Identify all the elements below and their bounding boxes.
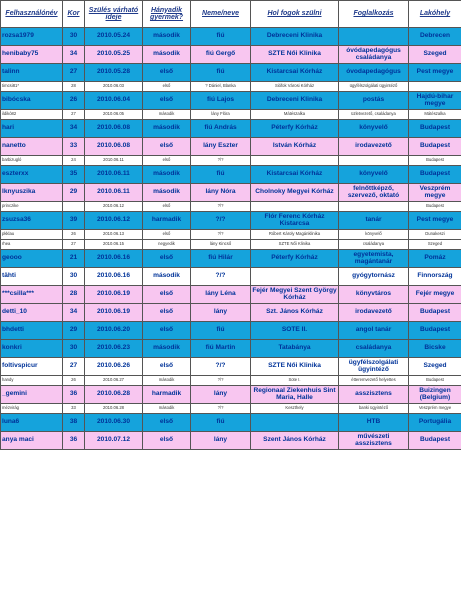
cell-gender-name: fiú (191, 166, 251, 184)
cell-due-date: 2010.05.28 (85, 64, 143, 82)
cell-age: 33 (63, 138, 85, 156)
cell-occupation (339, 156, 409, 166)
cell-age: 27 (63, 110, 85, 120)
header-username: Felhasználónév (1, 1, 63, 28)
table-row (1, 120, 461, 138)
cell-username: rhea (1, 240, 63, 250)
cell-gender-name: fiú Lajos (191, 92, 251, 110)
cell-birth-place: Péterfy Kórház (251, 120, 339, 138)
cell-username: anya maci (1, 432, 63, 450)
cell-child-number: első (143, 202, 191, 212)
cell-age: 24 (63, 156, 85, 166)
cell-age: 36 (63, 432, 85, 450)
header-due-date: Szülés várható ideje (85, 1, 143, 28)
cell-gender-name: ?/? (191, 376, 251, 386)
cell-birth-place: SOTE II. (251, 322, 339, 340)
cell-due-date: 2010.06.28 (85, 404, 143, 414)
cell-residence (409, 82, 461, 92)
cell-occupation: ügyfélszolgálati ügyintéző (339, 358, 409, 376)
cell-occupation: könyvtáros (339, 286, 409, 304)
cell-residence: Budapest (409, 376, 461, 386)
table-row (1, 286, 461, 304)
table-row (1, 202, 461, 212)
cell-due-date: 2010.06.11 (85, 184, 143, 202)
cell-occupation: könyvelő (339, 120, 409, 138)
cell-gender-name: lány (191, 304, 251, 322)
table-row (1, 240, 461, 250)
cell-username: ***csilla*** (1, 286, 63, 304)
cell-age: 28 (63, 286, 85, 304)
cell-age: 34 (63, 46, 85, 64)
cell-occupation: üzletvezető, családanya (339, 110, 409, 120)
table-row (1, 322, 461, 340)
cell-gender-name: fiú Gergő (191, 46, 251, 64)
cell-due-date: 2010.06.11 (85, 156, 143, 166)
cell-birth-place: Szent János Kórház (251, 432, 339, 450)
cell-residence: Szeged (409, 46, 461, 64)
table-row (1, 250, 461, 268)
cell-due-date: 2010.05.24 (85, 28, 143, 46)
cell-birth-place: Szt. János Kórház (251, 304, 339, 322)
cell-gender-name: ? Dániel, Blanka (191, 82, 251, 92)
cell-gender-name: fiú (191, 414, 251, 432)
cell-occupation: étteremvezető helyettes (339, 376, 409, 386)
cell-age: 26 (63, 230, 85, 240)
cell-residence: Portugália (409, 414, 461, 432)
table-row (1, 184, 461, 202)
cell-residence: Dunakeszi (409, 230, 461, 240)
cell-due-date: 2010.07.12 (85, 432, 143, 450)
cell-occupation: HTB (339, 414, 409, 432)
cell-residence: Budapest (409, 432, 461, 450)
cell-child-number: második (143, 46, 191, 64)
cell-occupation: postás (339, 92, 409, 110)
table-row (1, 414, 461, 432)
cell-residence: Szeged (409, 358, 461, 376)
cell-residence: Pest megye (409, 64, 461, 82)
table-row (1, 166, 461, 184)
cell-occupation: tanár (339, 212, 409, 230)
header-birth-place: Hol fogok szülni (251, 1, 339, 28)
cell-due-date: 2010.06.19 (85, 304, 143, 322)
cell-username: zsuzsa36 (1, 212, 63, 230)
cell-age: 35 (63, 166, 85, 184)
cell-birth-place: István Kórház (251, 138, 339, 156)
cell-username: talinn (1, 64, 63, 82)
cell-birth-place: SZTE Női Klinika (251, 358, 339, 376)
cell-child-number: első (143, 92, 191, 110)
cell-age: 26 (63, 92, 85, 110)
table-row (1, 404, 461, 414)
cell-gender-name: ?/? (191, 268, 251, 286)
cell-child-number: második (143, 376, 191, 386)
cell-occupation: családanya (339, 240, 409, 250)
cell-occupation: óvódapedagógus családanya (339, 46, 409, 64)
header-age: Kor (63, 1, 85, 28)
cell-child-number: első (143, 230, 191, 240)
cell-child-number: harmadik (143, 212, 191, 230)
cell-birth-place: Kistarcsai Kórház (251, 64, 339, 82)
cell-birth-place (251, 156, 339, 166)
cell-age: 30 (63, 268, 85, 286)
header-row (1, 1, 461, 28)
cell-username: handy (1, 376, 63, 386)
cell-username: barbizugló (1, 156, 63, 166)
cell-username: eszterxx (1, 166, 63, 184)
table-row (1, 358, 461, 376)
cell-occupation: banki ügyintéző (339, 404, 409, 414)
cell-child-number: első (143, 250, 191, 268)
cell-username: rozsa1979 (1, 28, 63, 46)
cell-child-number: negyedik (143, 240, 191, 250)
table-row (1, 230, 461, 240)
cell-child-number: első (143, 432, 191, 450)
cell-gender-name: ?/? (191, 358, 251, 376)
cell-gender-name: fiú (191, 322, 251, 340)
cell-gender-name: lány Eszter (191, 138, 251, 156)
cell-birth-place: Mátészalka (251, 110, 339, 120)
cell-gender-name: lány (191, 432, 251, 450)
cell-username: henibaby75 (1, 46, 63, 64)
cell-residence: Mátészalka (409, 110, 461, 120)
cell-age: 29 (63, 184, 85, 202)
cell-residence: Veszprém megye (409, 184, 461, 202)
cell-occupation: felnőttképző, szervező, oktató (339, 184, 409, 202)
cell-residence: Budapest (409, 166, 461, 184)
cell-occupation: angol tanár (339, 322, 409, 340)
cell-due-date: 2010.06.13 (85, 230, 143, 240)
cell-due-date: 2010.06.28 (85, 386, 143, 404)
cell-gender-name: fiú András (191, 120, 251, 138)
cell-child-number: harmadik (143, 386, 191, 404)
cell-residence: Veszprém megye (409, 404, 461, 414)
cell-birth-place (251, 268, 339, 286)
cell-birth-place (251, 202, 339, 212)
table-row (1, 82, 461, 92)
cell-gender-name: lány Kincső (191, 240, 251, 250)
cell-child-number: második (143, 404, 191, 414)
cell-username: hari (1, 120, 63, 138)
cell-username: lknyuszika (1, 184, 63, 202)
cell-due-date: 2010.06.12 (85, 212, 143, 230)
cell-birth-place: Fejér Megyei Szent György Kórház (251, 286, 339, 304)
cell-residence: Budapest (409, 202, 461, 212)
cell-due-date: 2010.06.12 (85, 202, 143, 212)
cell-due-date: 2010.06.16 (85, 268, 143, 286)
cell-age: 30 (63, 28, 85, 46)
cell-gender-name: lány Léna (191, 286, 251, 304)
table-row (1, 46, 461, 64)
cell-residence: Szeged (409, 240, 461, 250)
cell-birth-place: Siófok Városi Kórház (251, 82, 339, 92)
cell-username: nanetto (1, 138, 63, 156)
cell-birth-place: SZTE Női Klinika (251, 46, 339, 64)
cell-gender-name: ?/? (191, 202, 251, 212)
table-row (1, 156, 461, 166)
cell-occupation: könyvelő (339, 166, 409, 184)
cell-residence: Buizingen (Belgium) (409, 386, 461, 404)
cell-child-number: első (143, 304, 191, 322)
table-row (1, 64, 461, 82)
cell-age: 27 (63, 64, 85, 82)
cell-child-number: első (143, 82, 191, 92)
cell-age: 27 (63, 240, 85, 250)
cell-residence: Budapest (409, 120, 461, 138)
cell-residence: Pest megye (409, 212, 461, 230)
cell-due-date: 2010.06.05 (85, 110, 143, 120)
cell-residence: Fejér megye (409, 286, 461, 304)
cell-residence: Debrecen (409, 28, 461, 46)
cell-username: bhdetti (1, 322, 63, 340)
cell-occupation: irodavezető (339, 304, 409, 322)
cell-occupation: óvodapedagógus (339, 64, 409, 82)
cell-birth-place: Sote I. (251, 376, 339, 386)
cell-gender-name: ?/? (191, 404, 251, 414)
cell-occupation: könyvelő (339, 230, 409, 240)
cell-due-date: 2010.05.25 (85, 46, 143, 64)
header-gender-name: Neme/neve (191, 1, 251, 28)
cell-residence: Bicske (409, 340, 461, 358)
cell-child-number: első (143, 138, 191, 156)
cell-due-date: 2010.06.08 (85, 138, 143, 156)
cell-child-number: második (143, 340, 191, 358)
cell-birth-place (251, 414, 339, 432)
cell-due-date: 2010.06.27 (85, 376, 143, 386)
table-row (1, 432, 461, 450)
cell-username: tähti (1, 268, 63, 286)
cell-age: 28 (63, 82, 85, 92)
cell-username: bibócska (1, 92, 63, 110)
cell-birth-place: Flór Ferenc Kórház Kistarcsa (251, 212, 339, 230)
cell-child-number: első (143, 414, 191, 432)
cell-age: 34 (63, 120, 85, 138)
cell-username: detti_10 (1, 304, 63, 322)
cell-due-date: 2010.06.26 (85, 358, 143, 376)
cell-age: 38 (63, 414, 85, 432)
cell-due-date: 2010.06.04 (85, 92, 143, 110)
cell-due-date: 2010.06.15 (85, 240, 143, 250)
cell-child-number: második (143, 120, 191, 138)
table-row (1, 212, 461, 230)
cell-age: 39 (63, 212, 85, 230)
cell-age: 29 (63, 322, 85, 340)
cell-username: konkri (1, 340, 63, 358)
cell-age: 30 (63, 340, 85, 358)
cell-gender-name: fiú (191, 64, 251, 82)
cell-age: 34 (63, 304, 85, 322)
cell-due-date: 2010.06.30 (85, 414, 143, 432)
cell-gender-name: ?/? (191, 156, 251, 166)
cell-child-number: első (143, 286, 191, 304)
cell-occupation: gyógytornász (339, 268, 409, 286)
cell-due-date: 2010.06.19 (85, 286, 143, 304)
cell-birth-place: Péterfy Kórház (251, 250, 339, 268)
cell-gender-name: fiú Hilár (191, 250, 251, 268)
cell-occupation: ügyfélszolgálati ügyintéző (339, 82, 409, 92)
cell-child-number: első (143, 64, 191, 82)
cell-child-number: második (143, 184, 191, 202)
cell-age: 33 (63, 404, 85, 414)
table-row (1, 138, 461, 156)
cell-child-number: második (143, 110, 191, 120)
cell-child-number: első (143, 322, 191, 340)
cell-age: 36 (63, 386, 85, 404)
cell-residence: Finnország (409, 268, 461, 286)
cell-gender-name: ?/? (191, 230, 251, 240)
cell-username: ildikó82 (1, 110, 63, 120)
table-row (1, 92, 461, 110)
cell-gender-name: ?/? (191, 212, 251, 230)
cell-child-number: második (143, 268, 191, 286)
cell-residence: Budapest (409, 322, 461, 340)
header-residence: Lakóhely (409, 1, 461, 28)
cell-username: luna6 (1, 414, 63, 432)
table-row (1, 376, 461, 386)
table-row (1, 268, 461, 286)
cell-username: pkklau (1, 230, 63, 240)
cell-username: _gemini (1, 386, 63, 404)
cell-due-date: 2010.06.16 (85, 250, 143, 268)
cell-child-number: második (143, 28, 191, 46)
cell-birth-place: Kistarcsai Kórház (251, 166, 339, 184)
cell-age (63, 202, 85, 212)
cell-username: princzike (1, 202, 63, 212)
cell-occupation: irodavezető (339, 138, 409, 156)
cell-due-date: 2010.06.20 (85, 322, 143, 340)
table-row (1, 28, 461, 46)
cell-residence: Budapest (409, 156, 461, 166)
cell-occupation: művészeti asszisztens (339, 432, 409, 450)
cell-occupation: egyetemista, magántanár (339, 250, 409, 268)
cell-due-date: 2010.06.03 (85, 82, 143, 92)
cell-username: foltivspicur (1, 358, 63, 376)
cell-gender-name: lány Nóra (191, 184, 251, 202)
header-occupation: Foglalkozás (339, 1, 409, 28)
table-row (1, 304, 461, 322)
cell-residence: Pomáz (409, 250, 461, 268)
cell-gender-name: fiú Martin (191, 340, 251, 358)
header-child-number: Hányadik gyermek? (143, 1, 191, 28)
cell-occupation (339, 202, 409, 212)
table-row (1, 110, 461, 120)
cell-gender-name: fiú (191, 28, 251, 46)
table-row (1, 386, 461, 404)
cell-birth-place: Keszthely (251, 404, 339, 414)
cell-birth-place: Debreceni Klinika (251, 28, 339, 46)
cell-birth-place: SZTE Női Klinika (251, 240, 339, 250)
cell-birth-place: Regionaal Ziekenhuis Sint Maria, Halle (251, 386, 339, 404)
cell-age: 21 (63, 250, 85, 268)
cell-username: timcsi81* (1, 82, 63, 92)
cell-residence: Budapest (409, 138, 461, 156)
cell-birth-place: Tatabánya (251, 340, 339, 358)
cell-age: 26 (63, 376, 85, 386)
cell-child-number: első (143, 156, 191, 166)
cell-gender-name: lány (191, 386, 251, 404)
cell-occupation (339, 28, 409, 46)
cell-residence: Budapest (409, 304, 461, 322)
cell-child-number: második (143, 166, 191, 184)
cell-birth-place: Cholnoky Megyei Kórház (251, 184, 339, 202)
table-row (1, 340, 461, 358)
cell-occupation: családanya (339, 340, 409, 358)
cell-due-date: 2010.06.08 (85, 120, 143, 138)
cell-username: geooo (1, 250, 63, 268)
cell-residence: Hajdú-bihar megye (409, 92, 461, 110)
cell-birth-place: Róbert Károly Magánklinika (251, 230, 339, 240)
cell-child-number: első (143, 358, 191, 376)
cell-gender-name: lány Flóra (191, 110, 251, 120)
cell-occupation: asszisztens (339, 386, 409, 404)
cell-username: mézvirág (1, 404, 63, 414)
cell-age: 27 (63, 358, 85, 376)
cell-due-date: 2010.06.23 (85, 340, 143, 358)
cell-birth-place: Debreceni Klinika (251, 92, 339, 110)
cell-due-date: 2010.06.11 (85, 166, 143, 184)
